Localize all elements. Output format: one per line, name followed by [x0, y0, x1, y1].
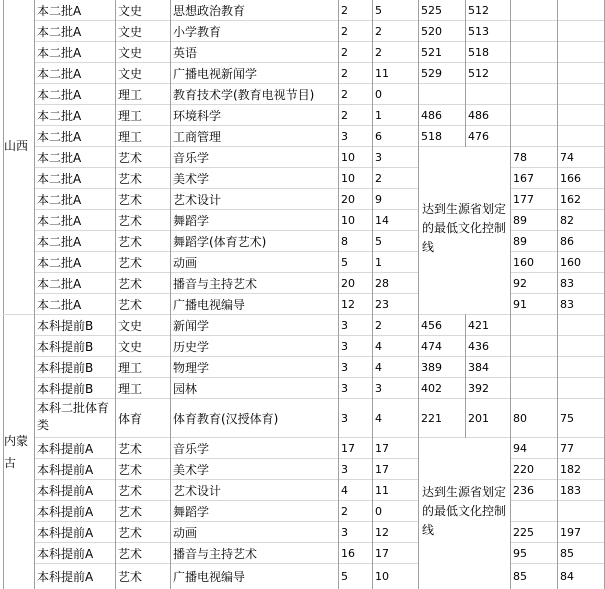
pro-low-cell: 182 — [560, 462, 581, 476]
pro-high-cell: 95 — [513, 546, 527, 560]
major-cell: 新闻学 — [173, 318, 210, 333]
row-line — [34, 356, 604, 357]
category-cell: 艺术 — [118, 192, 143, 207]
low-score-cell: 384 — [468, 360, 489, 374]
plan-cell: 2 — [341, 24, 348, 38]
major-cell: 思想政治教育 — [173, 4, 246, 18]
major-cell: 美术学 — [173, 462, 210, 477]
row-line — [34, 125, 604, 126]
count-cell: 0 — [375, 87, 382, 101]
major-cell: 广播电视新闻学 — [173, 66, 258, 81]
left-border — [3, 0, 4, 589]
pro-high-cell: 177 — [513, 192, 534, 206]
pro-high-cell: 94 — [513, 441, 527, 455]
plan-cell: 20 — [341, 276, 355, 290]
category-cell: 文史 — [118, 66, 143, 81]
row-line — [34, 83, 604, 84]
batch-cell: 本二批A — [37, 213, 82, 228]
row-line — [34, 167, 604, 168]
pro-high-cell: 225 — [513, 525, 534, 539]
pro-low-cell: 160 — [560, 255, 581, 269]
plan-cell: 10 — [341, 150, 355, 164]
plan-cell: 2 — [341, 87, 348, 101]
category-cell: 艺术 — [118, 504, 143, 519]
row-line — [34, 41, 604, 42]
category-cell: 艺术 — [118, 255, 143, 270]
plan-cell: 12 — [341, 297, 355, 311]
major-cell: 教育技术学(教育电视节目) — [173, 87, 315, 102]
column-line — [34, 0, 35, 589]
high-score-cell: 486 — [421, 108, 442, 122]
low-score-cell: 421 — [468, 318, 489, 332]
row-line — [34, 314, 604, 315]
plan-cell: 3 — [341, 525, 348, 539]
row-line — [34, 458, 604, 459]
low-score-cell: 512 — [468, 4, 489, 17]
major-cell: 播音与主持艺术 — [173, 276, 258, 291]
count-cell: 2 — [375, 318, 382, 332]
batch-cell: 本二批A — [37, 87, 82, 102]
province-label: 内蒙古 — [4, 433, 29, 470]
major-cell: 广播电视编导 — [173, 570, 246, 584]
pro-low-cell: 162 — [560, 192, 581, 206]
major-cell: 艺术设计 — [173, 192, 222, 207]
plan-cell: 4 — [341, 483, 348, 497]
category-cell: 理工 — [118, 87, 143, 102]
pro-low-cell: 85 — [560, 546, 574, 560]
pro-low-cell: 82 — [560, 213, 574, 227]
low-score-cell: 476 — [468, 129, 489, 143]
plan-cell: 3 — [341, 462, 348, 476]
category-cell: 文史 — [118, 45, 143, 60]
pro-high-cell: 85 — [513, 570, 527, 583]
batch-cell: 本二批A — [37, 297, 82, 312]
column-line — [338, 0, 339, 589]
plan-cell: 3 — [341, 318, 348, 332]
batch-cell: 本二批A — [37, 108, 82, 123]
batch-cell: 本二批A — [37, 24, 82, 39]
row-line — [34, 251, 604, 252]
major-cell: 美术学 — [173, 171, 210, 186]
count-cell: 28 — [375, 276, 389, 290]
row-line — [34, 188, 604, 189]
batch-cell: 本二批A — [37, 4, 82, 18]
major-cell: 动画 — [173, 525, 198, 540]
major-cell: 园林 — [173, 381, 198, 396]
high-score-cell: 525 — [421, 4, 442, 17]
count-cell: 4 — [375, 411, 382, 425]
row-line — [34, 437, 604, 438]
major-cell: 体育教育(汉授体育) — [173, 411, 279, 426]
pro-high-cell: 89 — [513, 234, 527, 248]
pro-low-cell: 197 — [560, 525, 581, 539]
row-line — [34, 500, 604, 501]
row-line — [34, 521, 604, 522]
min-score-note: 达到生源省划定的最低文化控制线 — [422, 202, 507, 254]
count-cell: 11 — [375, 66, 389, 80]
count-cell: 4 — [375, 360, 382, 374]
category-cell: 艺术 — [118, 150, 143, 165]
row-line — [34, 293, 604, 294]
count-cell: 1 — [375, 255, 382, 269]
major-cell: 舞蹈学(体育艺术) — [173, 234, 267, 249]
pro-low-cell: 83 — [560, 276, 574, 290]
column-line — [372, 0, 373, 589]
plan-cell: 10 — [341, 171, 355, 185]
pro-low-cell: 183 — [560, 483, 581, 497]
row-line — [34, 377, 604, 378]
category-cell: 艺术 — [118, 213, 143, 228]
pro-high-cell: 167 — [513, 171, 534, 185]
count-cell: 3 — [375, 150, 382, 164]
count-cell: 14 — [375, 213, 389, 227]
plan-cell: 2 — [341, 4, 348, 17]
pro-high-cell: 92 — [513, 276, 527, 290]
plan-cell: 5 — [341, 255, 348, 269]
major-cell: 音乐学 — [173, 441, 210, 456]
category-cell: 文史 — [118, 24, 143, 39]
row-line — [34, 272, 604, 273]
major-cell: 音乐学 — [173, 150, 210, 165]
count-cell: 23 — [375, 297, 389, 311]
batch-cell: 本科提前B — [37, 381, 94, 396]
high-score-cell: 456 — [421, 318, 442, 332]
batch-cell: 本二批A — [37, 150, 82, 165]
batch-cell: 本科提前B — [37, 360, 94, 375]
category-cell: 文史 — [118, 4, 143, 18]
count-cell: 6 — [375, 129, 382, 143]
batch-cell: 本科提前A — [37, 483, 94, 498]
pro-high-cell: 89 — [513, 213, 527, 227]
plan-cell: 2 — [341, 45, 348, 59]
low-score-cell: 512 — [468, 66, 489, 80]
row-line — [34, 563, 604, 564]
category-cell: 文史 — [118, 318, 143, 333]
plan-cell: 20 — [341, 192, 355, 206]
batch-cell: 本二批A — [37, 255, 82, 270]
plan-cell: 3 — [341, 129, 348, 143]
major-cell: 历史学 — [173, 339, 210, 354]
batch-cell: 本二批A — [37, 66, 82, 81]
category-cell: 理工 — [118, 108, 143, 123]
high-score-cell: 474 — [421, 339, 442, 353]
major-cell: 小学教育 — [173, 24, 222, 39]
pro-low-cell: 75 — [560, 411, 574, 425]
plan-cell: 17 — [341, 441, 355, 455]
major-cell: 舞蹈学 — [173, 213, 210, 228]
category-cell: 理工 — [118, 381, 143, 396]
major-cell: 环境科学 — [173, 108, 222, 123]
count-cell: 3 — [375, 381, 382, 395]
pro-high-cell: 236 — [513, 483, 534, 497]
batch-cell: 本科二批体育类 — [37, 401, 110, 432]
category-cell: 理工 — [118, 360, 143, 375]
category-cell: 文史 — [118, 339, 143, 354]
plan-cell: 10 — [341, 213, 355, 227]
major-cell: 广播电视编导 — [173, 297, 246, 312]
count-cell: 1 — [375, 108, 382, 122]
plan-cell: 2 — [341, 108, 348, 122]
column-line — [510, 0, 511, 589]
category-cell: 艺术 — [118, 546, 143, 561]
pro-high-cell: 91 — [513, 297, 527, 311]
major-cell: 物理学 — [173, 360, 210, 375]
category-cell: 艺术 — [118, 483, 143, 498]
batch-cell: 本二批A — [37, 234, 82, 249]
category-cell: 艺术 — [118, 234, 143, 249]
row-line — [34, 398, 604, 399]
high-score-cell: 402 — [421, 381, 442, 395]
pro-low-cell: 86 — [560, 234, 574, 248]
pro-low-cell: 74 — [560, 150, 574, 164]
batch-cell: 本科提前B — [37, 339, 94, 354]
low-score-cell: 486 — [468, 108, 489, 122]
batch-cell: 本二批A — [37, 276, 82, 291]
province-label: 山西 — [4, 139, 29, 153]
count-cell: 10 — [375, 570, 389, 583]
category-cell: 艺术 — [118, 570, 143, 584]
row-line — [34, 146, 604, 147]
plan-cell: 3 — [341, 360, 348, 374]
high-score-cell: 389 — [421, 360, 442, 374]
major-cell: 舞蹈学 — [173, 504, 210, 519]
batch-cell: 本二批A — [37, 192, 82, 207]
high-score-cell: 529 — [421, 66, 442, 80]
count-cell: 17 — [375, 441, 389, 455]
category-cell: 理工 — [118, 129, 143, 144]
column-line — [557, 0, 558, 589]
plan-cell: 8 — [341, 234, 348, 248]
row-line — [34, 479, 604, 480]
category-cell: 艺术 — [118, 441, 143, 456]
count-cell: 5 — [375, 4, 382, 17]
plan-cell: 2 — [341, 66, 348, 80]
high-score-cell: 518 — [421, 129, 442, 143]
plan-cell: 5 — [341, 570, 348, 583]
count-cell: 17 — [375, 546, 389, 560]
pro-low-cell: 166 — [560, 171, 581, 185]
low-score-cell: 201 — [468, 411, 489, 425]
count-cell: 17 — [375, 462, 389, 476]
category-cell: 艺术 — [118, 276, 143, 291]
row-line — [34, 20, 604, 21]
row-line — [34, 542, 604, 543]
high-score-cell: 521 — [421, 45, 442, 59]
count-cell: 2 — [375, 45, 382, 59]
category-cell: 艺术 — [118, 171, 143, 186]
row-line — [34, 335, 604, 336]
major-cell: 播音与主持艺术 — [173, 546, 258, 561]
major-cell: 动画 — [173, 255, 198, 270]
batch-cell: 本科提前A — [37, 546, 94, 561]
category-cell: 艺术 — [118, 297, 143, 312]
pro-high-cell: 160 — [513, 255, 534, 269]
low-score-cell: 436 — [468, 339, 489, 353]
count-cell: 2 — [375, 24, 382, 38]
batch-cell: 本二批A — [37, 45, 82, 60]
count-cell: 0 — [375, 504, 382, 518]
batch-cell: 本二批A — [37, 171, 82, 186]
category-cell: 艺术 — [118, 462, 143, 477]
row-line — [34, 62, 604, 63]
plan-cell: 2 — [341, 504, 348, 518]
batch-cell: 本科提前A — [37, 525, 94, 540]
plan-cell: 3 — [341, 411, 348, 425]
batch-cell: 本二批A — [37, 129, 82, 144]
row-line — [34, 230, 604, 231]
pro-high-cell: 78 — [513, 150, 527, 164]
high-score-cell: 520 — [421, 24, 442, 38]
category-cell: 体育 — [118, 411, 143, 426]
count-cell: 12 — [375, 525, 389, 539]
count-cell: 11 — [375, 483, 389, 497]
low-score-cell: 392 — [468, 381, 489, 395]
count-cell: 5 — [375, 234, 382, 248]
category-cell: 艺术 — [118, 525, 143, 540]
pro-high-cell: 80 — [513, 411, 527, 425]
count-cell: 4 — [375, 339, 382, 353]
batch-cell: 本科提前B — [37, 318, 94, 333]
batch-cell: 本科提前A — [37, 462, 94, 477]
pro-low-cell: 77 — [560, 441, 574, 455]
pro-low-cell: 84 — [560, 570, 574, 583]
column-line — [115, 0, 116, 589]
min-score-note: 达到生源省划定的最低文化控制线 — [422, 485, 507, 537]
row-line — [34, 104, 604, 105]
plan-cell: 3 — [341, 339, 348, 353]
plan-cell: 3 — [341, 381, 348, 395]
batch-cell: 本科提前A — [37, 570, 94, 584]
column-line — [170, 0, 171, 589]
count-cell: 2 — [375, 171, 382, 185]
major-cell: 英语 — [173, 45, 198, 60]
major-cell: 艺术设计 — [173, 483, 222, 498]
batch-cell: 本科提前A — [37, 441, 94, 456]
count-cell: 9 — [375, 192, 382, 206]
low-score-cell: 513 — [468, 24, 489, 38]
batch-cell: 本科提前A — [37, 504, 94, 519]
major-cell: 工商管理 — [173, 129, 222, 144]
row-line — [34, 209, 604, 210]
low-score-cell: 518 — [468, 45, 489, 59]
high-score-cell: 221 — [421, 411, 442, 425]
pro-high-cell: 220 — [513, 462, 534, 476]
pro-low-cell: 83 — [560, 297, 574, 311]
plan-cell: 16 — [341, 546, 355, 560]
